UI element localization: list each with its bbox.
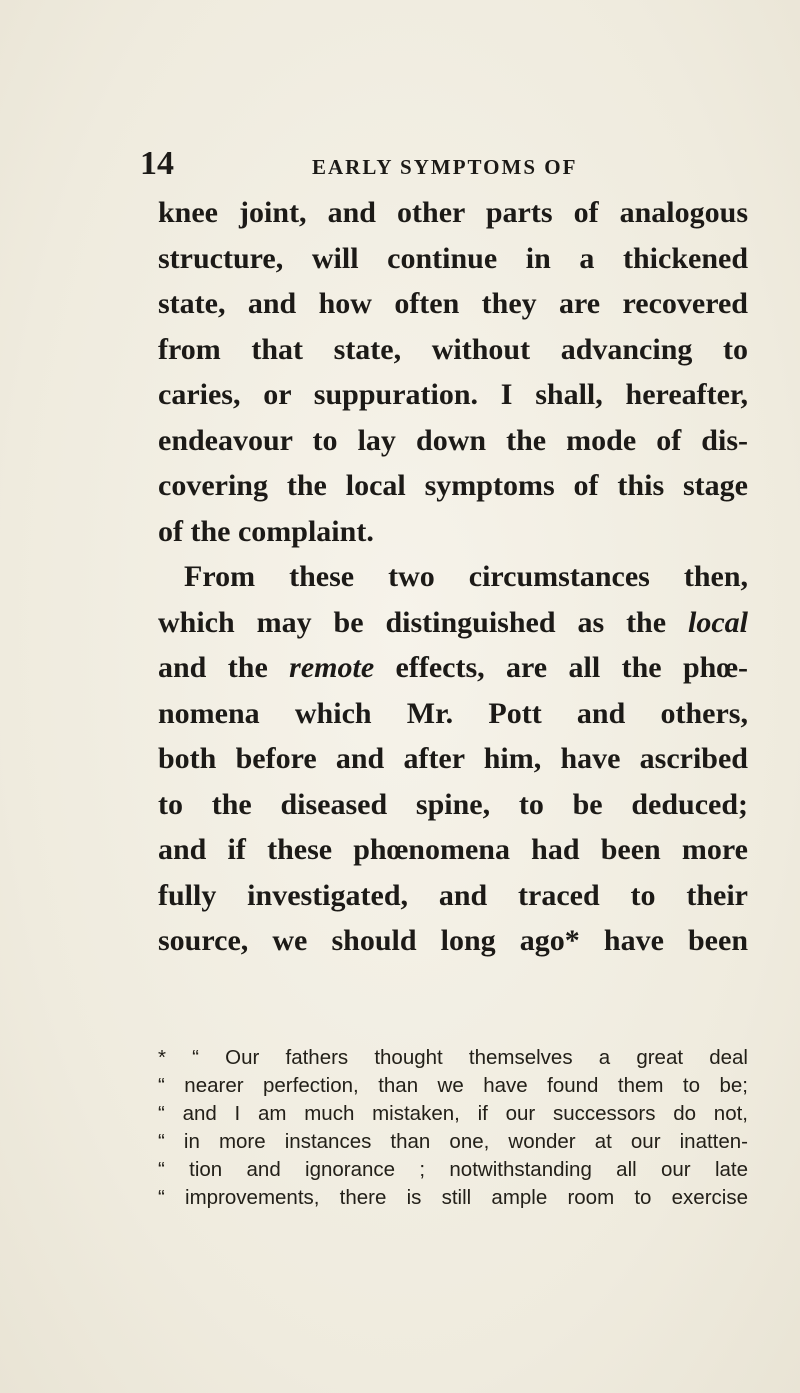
text-line: caries, or suppuration. I shall, hereafter,: [158, 378, 748, 411]
text-line: both before and after him, have ascribed: [158, 742, 748, 775]
page-header: [140, 145, 700, 185]
footnote: [158, 1044, 748, 1212]
text-fragment: effects, are all the phœ-: [374, 651, 748, 684]
italic-word: local: [688, 605, 748, 639]
running-head: EARLY SYMPTOMS OF: [312, 155, 578, 179]
footnote-line: “ in more instances than one, wonder at our inatten-: [158, 1130, 748, 1153]
footnote-line: “ tion and ignorance ; notwithstanding all our late: [158, 1158, 748, 1181]
footnote-line: “ improvements, there is still ample room to exercise: [158, 1186, 748, 1209]
text-line: knee joint, and other parts of analogous: [158, 196, 748, 229]
main-text: [158, 190, 748, 964]
text-line: state, and how often they are recovered: [158, 287, 748, 320]
footnote-line: “ nearer perfection, than we have found them to be;: [158, 1074, 748, 1097]
text-line: fully investigated, and traced to their: [158, 878, 748, 912]
text-line: [158, 600, 748, 646]
text-fragment: which may be distinguished as the: [158, 605, 688, 639]
text-line: endeavour to lay down the mode of dis-: [158, 423, 748, 457]
text-line: source, we should long ago* have been: [158, 924, 748, 957]
text-line: nomena which Mr. Pott and others,: [158, 696, 748, 730]
page-number: 14: [140, 145, 174, 182]
italic-word: remote: [289, 651, 375, 684]
text-line: covering the local symptoms of this stage: [158, 469, 748, 502]
text-line: to the diseased spine, to be deduced;: [158, 787, 748, 821]
text-line: from that state, without advancing to: [158, 332, 748, 366]
text-line: From these two circumstances then,: [184, 560, 748, 593]
footnote-line: “ and I am much mistaken, if our successors do not,: [158, 1102, 748, 1125]
text-line: [158, 645, 748, 691]
text-fragment: and the: [158, 651, 290, 684]
footnote-line: * “ Our fathers thought themselves a great deal: [158, 1046, 748, 1069]
text-line: structure, will continue in a thickened: [158, 241, 748, 275]
text-line: of the complaint.: [158, 514, 374, 548]
text-line: and if these phœnomena had been more: [158, 833, 748, 866]
